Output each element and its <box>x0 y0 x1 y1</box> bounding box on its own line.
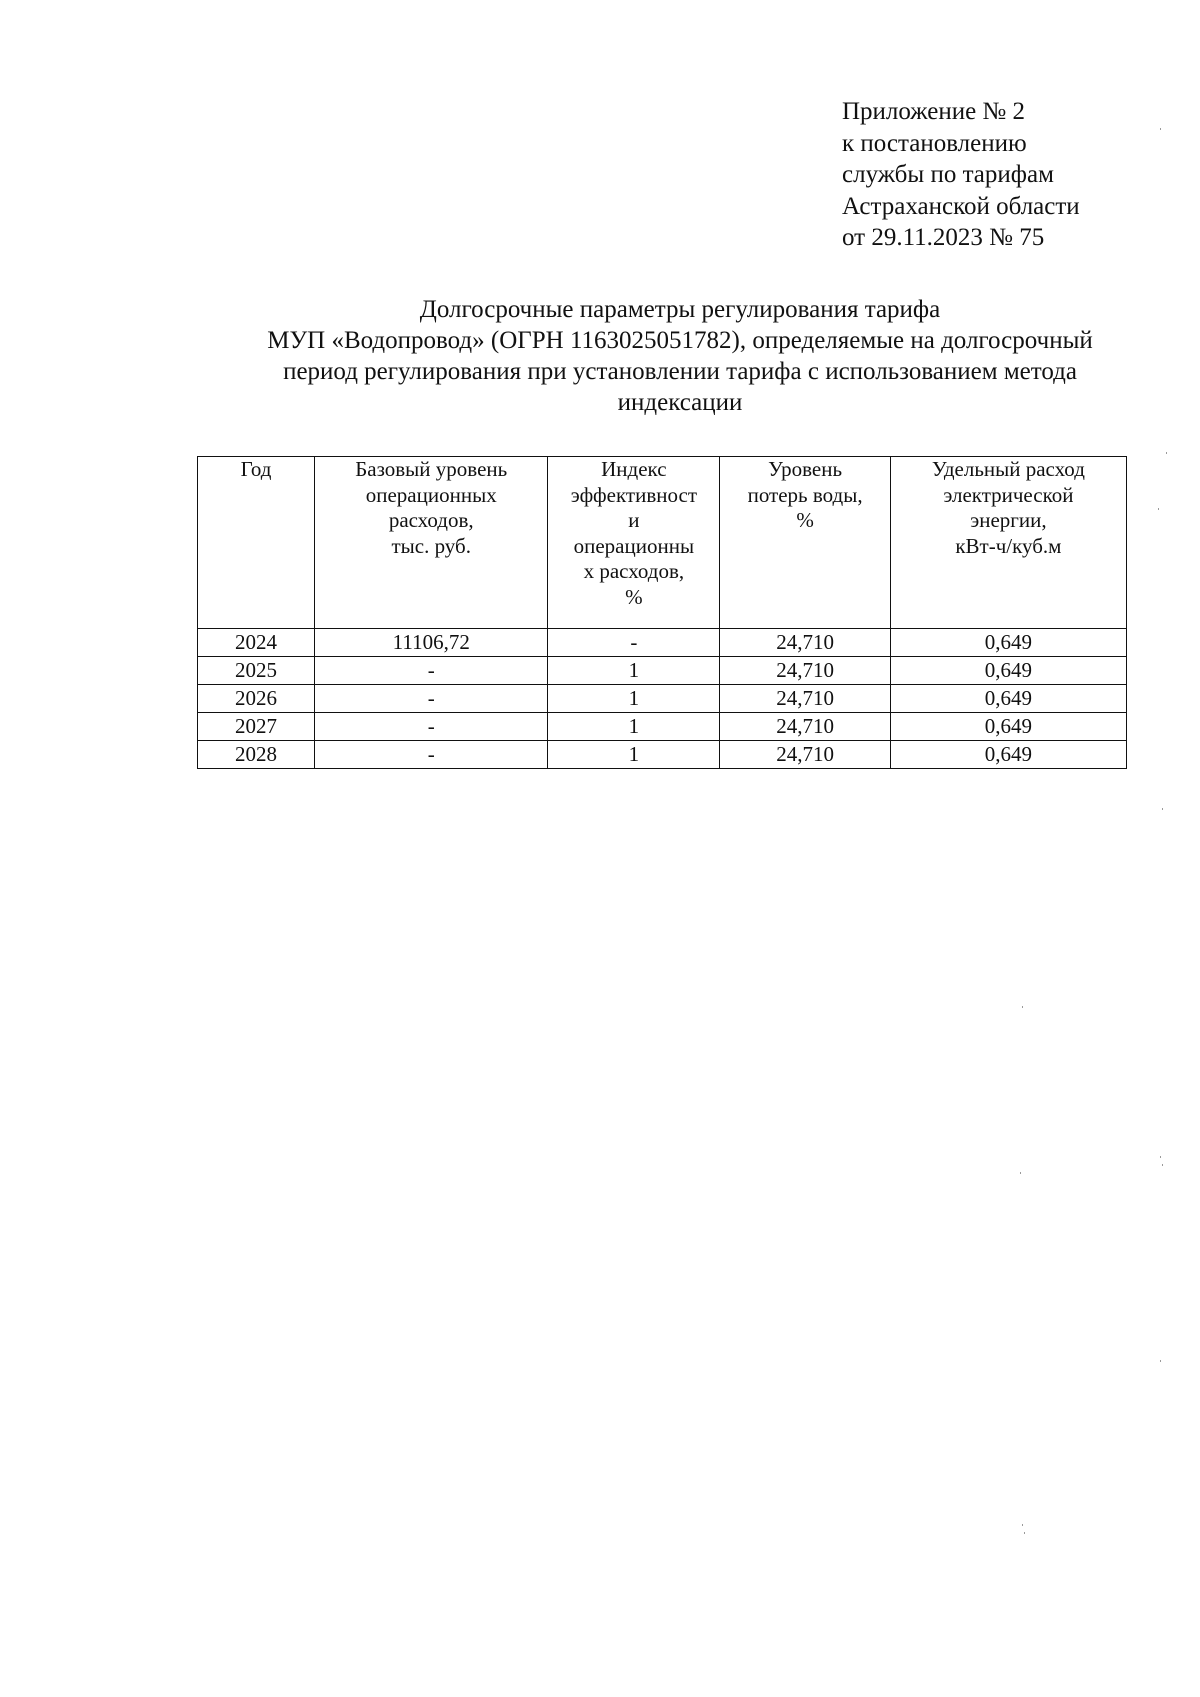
document-title <box>200 294 1160 418</box>
scan-speck <box>1022 1006 1023 1008</box>
header-line: электрической <box>943 482 1074 507</box>
header-line: расходов, <box>388 508 474 532</box>
header-line: Индекс <box>601 457 667 481</box>
cell-water-loss: 24,710 <box>720 741 890 769</box>
header-year <box>198 457 315 629</box>
parameters-table <box>197 456 1127 769</box>
cell-year: 2028 <box>198 741 315 769</box>
scan-speck <box>1158 508 1159 510</box>
appendix-note <box>842 96 1080 254</box>
scan-speck <box>1166 452 1167 454</box>
header-water-loss <box>720 457 890 629</box>
scan-speck <box>1160 1360 1161 1362</box>
header-line: тыс. руб. <box>391 533 471 558</box>
appendix-line: Приложение № 2 <box>842 98 1026 125</box>
cell-efficiency-index: 1 <box>548 657 720 685</box>
header-row <box>198 457 1127 629</box>
cell-base-level: - <box>315 685 548 713</box>
cell-water-loss: 24,710 <box>720 657 890 685</box>
appendix-line: Астраханской области <box>842 192 1080 220</box>
header-line: энергии, <box>970 508 1047 532</box>
appendix-line: к постановлению <box>842 129 1027 157</box>
cell-year: 2026 <box>198 685 315 713</box>
cell-water-loss: 24,710 <box>720 713 890 741</box>
title-line: период регулирования при установлении тарифа с использованием метода <box>283 358 1077 385</box>
header-line: операционных <box>365 482 497 507</box>
cell-water-loss: 24,710 <box>720 685 890 713</box>
title-line: индексации <box>617 389 743 416</box>
header-line: и <box>628 508 640 532</box>
table-body <box>198 629 1127 769</box>
cell-energy-consumption: 0,649 <box>890 685 1126 713</box>
header-line: Базовый уровень <box>355 457 508 481</box>
scan-speck <box>1022 1524 1023 1526</box>
cell-base-level: - <box>315 741 548 769</box>
appendix-line: от 29.11.2023 № 75 <box>842 224 1045 251</box>
scan-speck <box>1024 1532 1025 1534</box>
cell-energy-consumption: 0,649 <box>890 741 1126 769</box>
scan-speck <box>1160 128 1161 130</box>
cell-efficiency-index: 1 <box>548 713 720 741</box>
title-line: Долгосрочные параметры регулирования тарифа <box>419 296 941 323</box>
cell-water-loss: 24,710 <box>720 629 890 657</box>
scan-speck <box>1162 1164 1163 1166</box>
title-line: МУП «Водопровод» (ОГРН 1163025051782), определяемые на долгосрочный <box>267 327 1093 354</box>
header-efficiency-index <box>548 457 720 629</box>
cell-year: 2025 <box>198 657 315 685</box>
header-line: операционны <box>573 533 695 558</box>
cell-base-level: 11106,72 <box>315 629 548 657</box>
header-line: % <box>796 508 814 532</box>
scan-speck <box>1160 1156 1161 1158</box>
cell-energy-consumption: 0,649 <box>890 657 1126 685</box>
cell-year: 2027 <box>198 713 315 741</box>
scan-speck <box>1162 808 1163 810</box>
header-energy-consumption <box>890 457 1126 629</box>
table-row <box>198 685 1127 713</box>
header-line: Уровень <box>768 457 843 481</box>
table-row <box>198 657 1127 685</box>
header-line: % <box>625 584 643 609</box>
table-row <box>198 741 1127 769</box>
header-line: Год <box>240 457 272 481</box>
cell-base-level: - <box>315 713 548 741</box>
appendix-line: службы по тарифам <box>842 161 1054 188</box>
cell-energy-consumption: 0,649 <box>890 713 1126 741</box>
cell-efficiency-index: - <box>548 629 720 657</box>
cell-efficiency-index: 1 <box>548 685 720 713</box>
table-header <box>198 457 1127 629</box>
scan-speck <box>1020 1172 1021 1174</box>
table-row <box>198 713 1127 741</box>
header-line: эффективност <box>570 482 698 507</box>
header-line: кВт-ч/куб.м <box>955 533 1062 558</box>
header-base-level <box>315 457 548 629</box>
table-row <box>198 629 1127 657</box>
cell-efficiency-index: 1 <box>548 741 720 769</box>
cell-energy-consumption: 0,649 <box>890 629 1126 657</box>
header-line: Удельный расход <box>931 457 1085 481</box>
header-line: х расходов, <box>583 559 685 583</box>
header-line: потерь воды, <box>747 482 863 507</box>
cell-base-level: - <box>315 657 548 685</box>
cell-year: 2024 <box>198 629 315 657</box>
